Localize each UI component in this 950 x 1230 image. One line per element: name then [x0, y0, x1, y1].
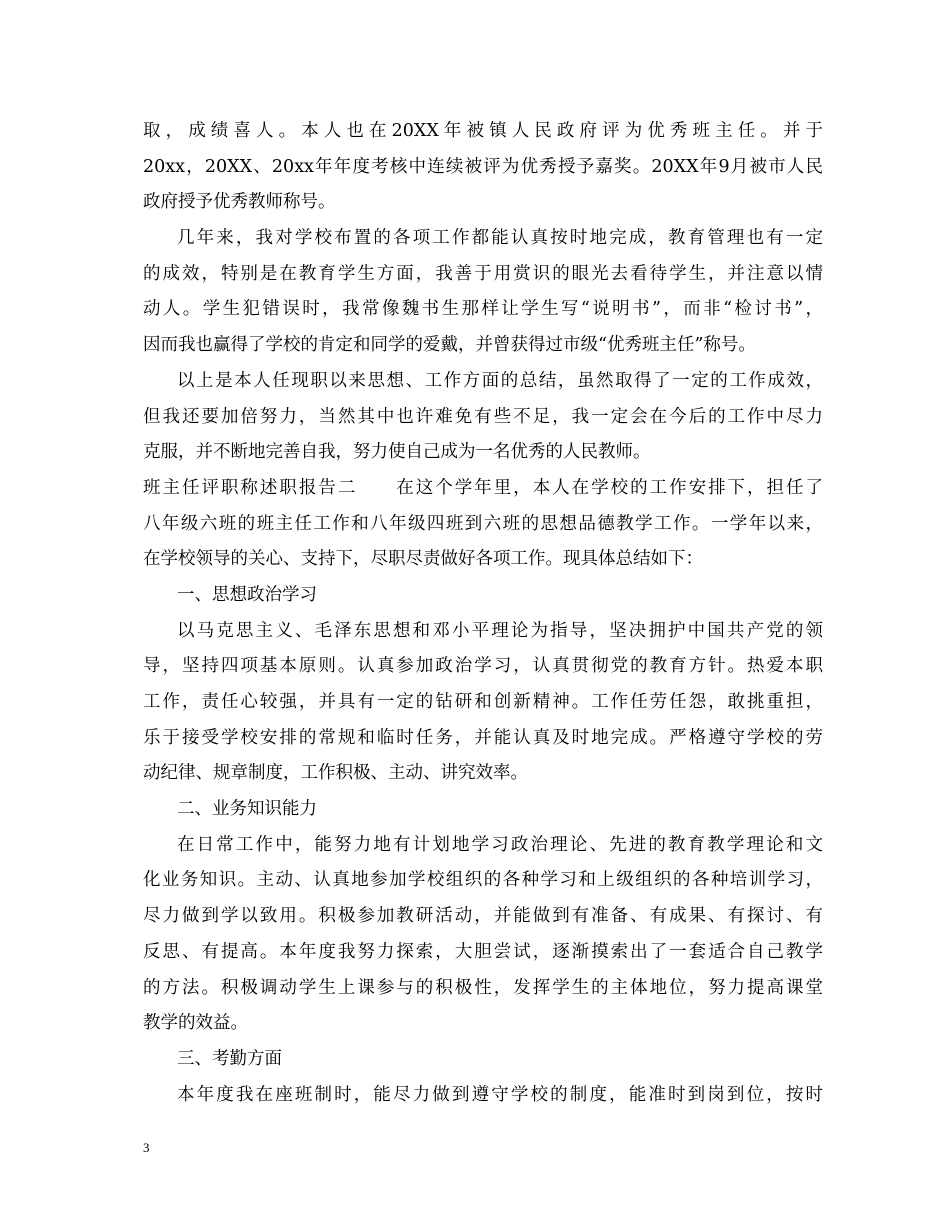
text-line: 动纪律、规章制度，工作积极、主动、讲究效率。: [143, 763, 528, 784]
text-line: 八年级六班的班主任工作和八年级四班到六班的思想品德教学工作。一学年以来，: [143, 513, 823, 534]
text-line: 动人。学生犯错误时，我常像魏书生那样让学生写“说明书”，而非“检讨书”，: [143, 299, 823, 320]
text-line: 乐于接受学校安排的常规和临时任务，并能认真及时地完成。严格遵守学校的劳: [143, 727, 823, 748]
text-line: 几年来，我对学校布置的各项工作都能认真按时地完成，教育管理也有一定: [177, 228, 823, 249]
text-line: 本年度我在座班制时，能尽力做到遵守学校的制度，能准时到岗到位，按时: [177, 1084, 823, 1105]
text-line: 以上是本人任现职以来思想、工作方面的总结，虽然取得了一定的工作成效，: [177, 370, 823, 391]
text-line: 克服，并不断地完善自我，努力使自己成为一名优秀的人民教师。: [143, 442, 651, 463]
text-line: 因而我也赢得了学校的肯定和同学的爱戴，并曾获得过市级“优秀班主任”称号。: [143, 335, 756, 356]
text-line: 的方法。积极调动学生上课参与的积极性，发挥学生的主体地位，努力提高课堂: [143, 977, 823, 998]
text-line: 班主任评职称述职报告二 在这个学年里，本人在学校的工作安排下，担任了: [143, 477, 823, 498]
text-line: 的成效，特别是在教育学生方面，我善于用赏识的眼光去看待学生，并注意以情: [143, 263, 823, 284]
text-line: 20xx，20XX、20xx年年度考核中连续被评为优秀授予嘉奖。20XX年9月被市人民: [143, 156, 823, 177]
text-line: 导，坚持四项基本原则。认真参加政治学习，认真贯彻党的教育方针。热爱本职: [143, 656, 823, 677]
text-line: 工作，责任心较强，并具有一定的钻研和创新精神。工作任劳任怨，敢挑重担，: [143, 692, 823, 712]
text-line: 二、业务知识能力: [177, 799, 317, 820]
text-line: 一、思想政治学习: [177, 584, 317, 605]
text-line: 政府授予优秀教师称号。: [143, 192, 336, 213]
text-line: 三、考勤方面: [177, 1048, 282, 1069]
text-line: 化业务知识。主动、认真地参加学校组织的各种学习和上级组织的各种培训学习，: [143, 870, 823, 891]
text-line: 教学的效益。: [143, 1013, 248, 1034]
text-line: 在日常工作中，能努力地有计划地学习政治理论、先进的教育教学理论和文: [177, 834, 823, 855]
page-number: 3: [143, 1140, 150, 1155]
text-line: 在学校领导的关心、支持下，尽职尽责做好各项工作。现具体总结如下：: [143, 549, 703, 570]
text-line: 取，成绩喜人。本人也在20XX年被镇人民政府评为优秀班主任。并于: [143, 121, 823, 141]
text-line: 反思、有提高。本年度我努力探索，大胆尝试，逐渐摸索出了一套适合自己教学: [143, 941, 823, 962]
text-line: 以马克思主义、毛泽东思想和邓小平理论为指导，坚决拥护中国共产党的领: [177, 620, 823, 641]
body-text: [143, 114, 823, 1113]
text-line: 但我还要加倍努力，当然其中也许难免有些不足，我一定会在今后的工作中尽力: [143, 406, 823, 427]
text-line: 尽力做到学以致用。积极参加教研活动，并能做到有准备、有成果、有探讨、有: [143, 906, 823, 927]
